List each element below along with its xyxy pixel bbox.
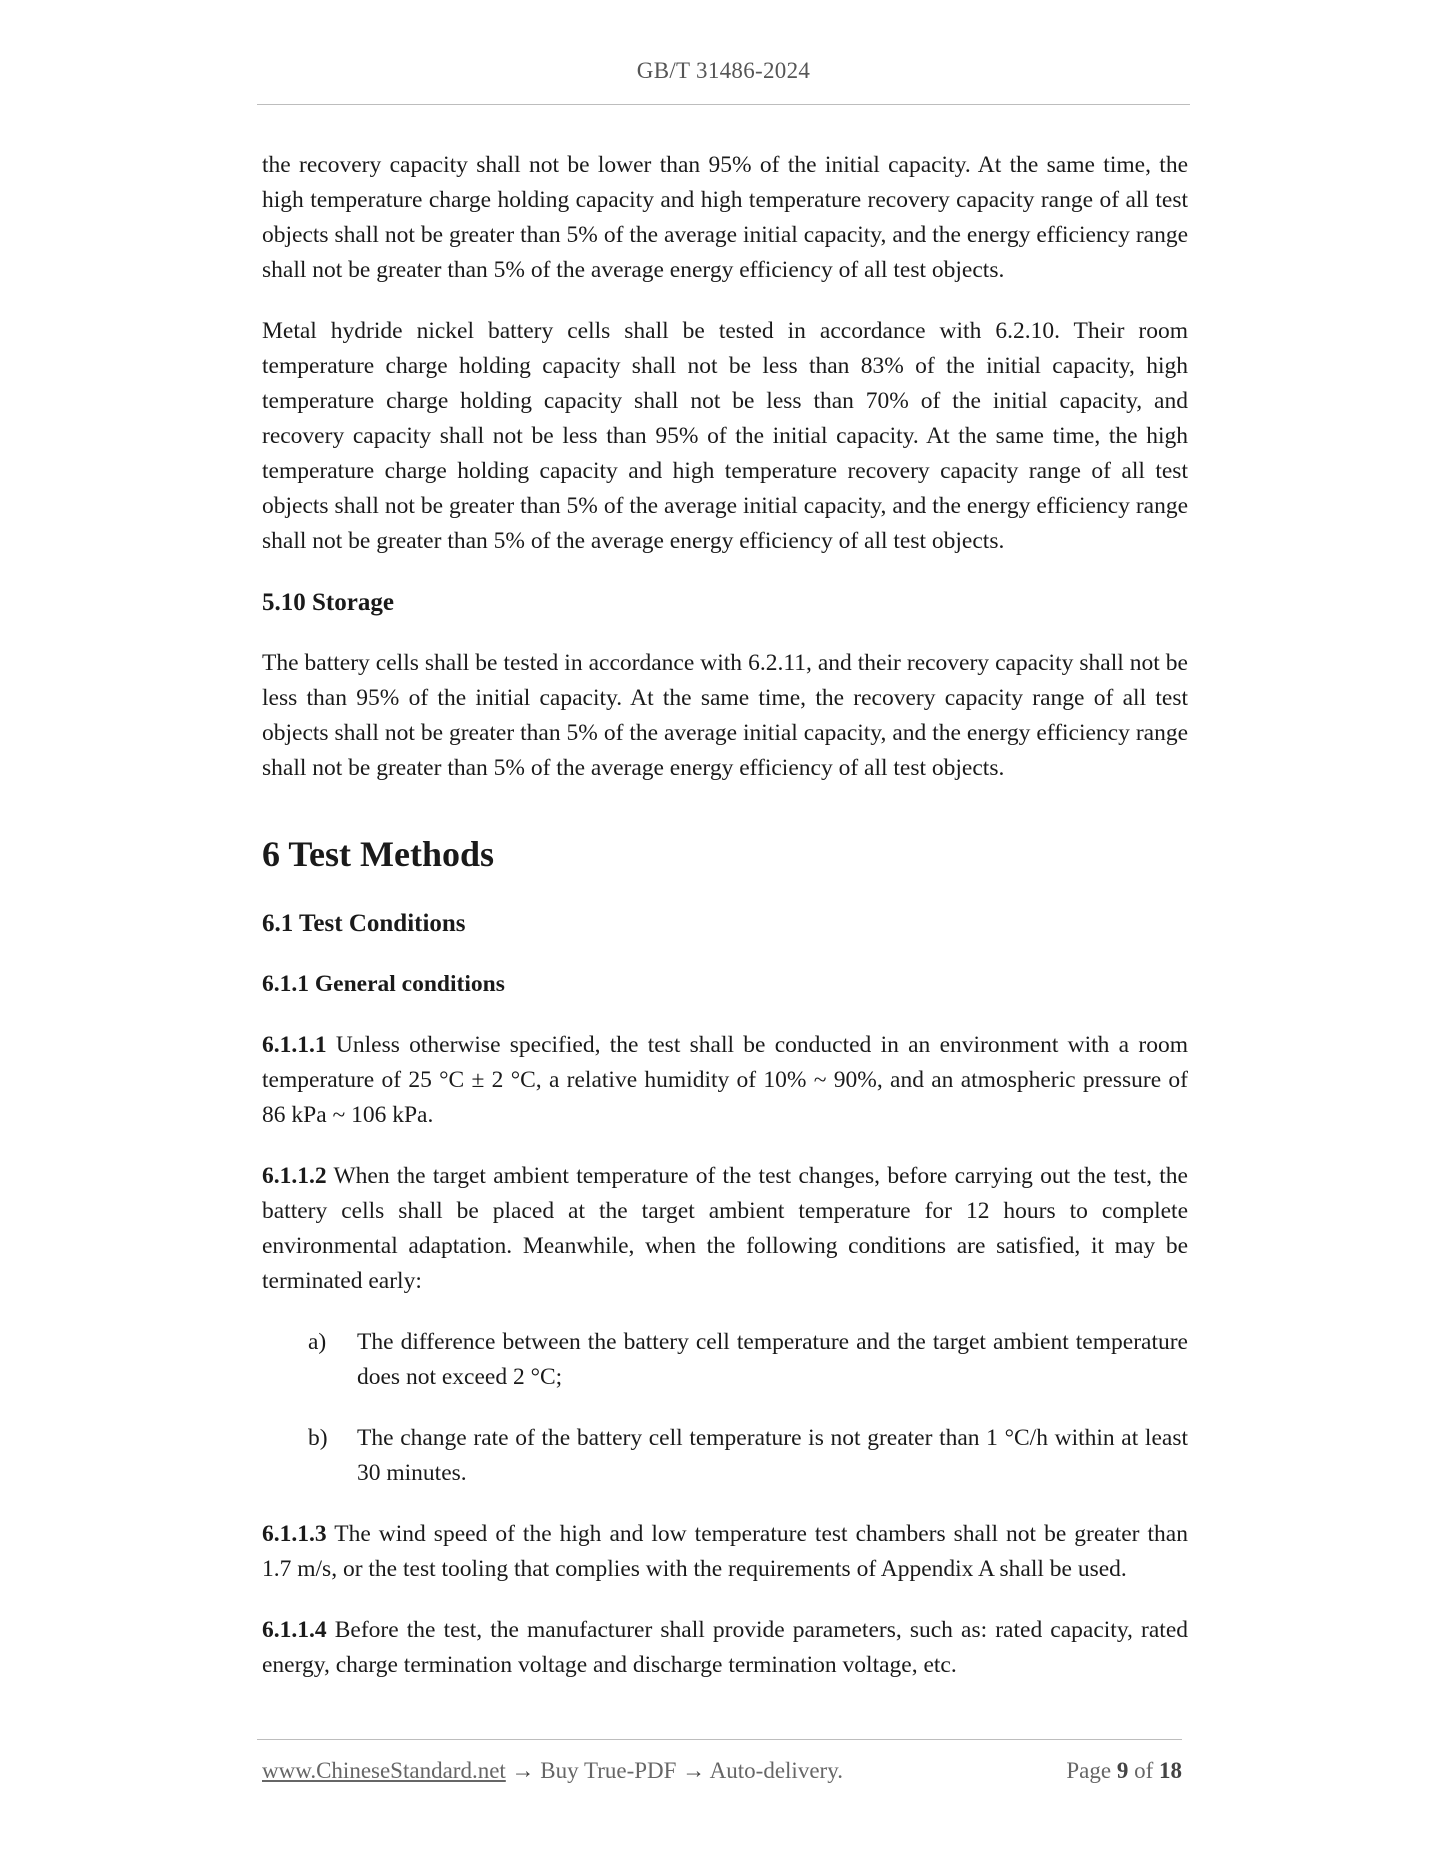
page-indicator [1066, 1758, 1182, 1784]
clause-6-1-1-1 [262, 1028, 1188, 1133]
website-link[interactable]: www.ChineseStandard.net [262, 1758, 506, 1783]
document-body [262, 148, 1188, 1709]
paragraph-storage: The battery cells shall be tested in accordance with 6.2.11, and their recovery capacity shall not be less than 95% of the initial capacity. At the same time, the recovery capacity range of all test objects shall not be greater than 5% of the average initial capacity, and the energy efficiency range shall not be greater than 5% of the average energy efficiency of all test objects. [262, 650, 1188, 781]
list-marker: a) [308, 1329, 327, 1355]
paragraph-recovery-capacity: the recovery capacity shall not be lower than 95% of the initial capacity. At the same time, the high temperature charge holding capacity and high temperature recovery capacity range of all test objects shall not be greater than 5% of the average initial capacity, and the energy efficiency range shall not be greater than 5% of the average energy efficiency of all test objects. [262, 152, 1188, 283]
chapter-heading-6: 6 Test Methods [262, 834, 495, 874]
clause-number: 6.1.1.2 [262, 1163, 327, 1189]
clause-text: The wind speed of the high and low temperature test chambers shall not be greater than 1.7 m/s, or the test tooling that complies with the requirements of Appendix A shall be used. [262, 1521, 1188, 1582]
page-label: Page [1066, 1758, 1112, 1783]
buy-pdf-text: Buy True-PDF [540, 1758, 677, 1783]
list-item [262, 1325, 1188, 1395]
auto-delivery-text: Auto-delivery. [709, 1758, 843, 1783]
of-label: of [1134, 1758, 1154, 1783]
page-total: 18 [1159, 1758, 1182, 1783]
paragraph-metal-hydride: Metal hydride nickel battery cells shall be tested in accordance with 6.2.10. Their room temperature charge holding capacity shall not be less than 83% of the initial capacity, high temperature charge holding capacity shall not be less than 70% of the initial capacity, and recovery capacity shall not be less than 95% of the initial capacity. At the same time, the high temperature charge holding capacity and high temperature recovery capacity range of all test objects shall not be greater than 5% of the average initial capacity, and the energy efficiency range shall not be greater than 5% of the average energy efficiency of all test objects. [262, 318, 1188, 554]
footer-left [262, 1758, 843, 1784]
arrow-right-icon: → [511, 1758, 535, 1783]
page-header-title: GB/T 31486-2024 [636, 58, 811, 83]
clause-text: Before the test, the manufacturer shall provide parameters, such as: rated capacity, rated energy, charge termination voltage and discharge termination voltage, etc. [262, 1617, 1188, 1678]
clause-number: 6.1.1.4 [262, 1617, 327, 1643]
clause-text: Unless otherwise specified, the test shall be conducted in an environment with a room temperature of 25 °C ± 2 °C, a relative humidity of 10% ~ 90%, and an atmospheric pressure of 86 kPa ~ 106 kPa. [262, 1032, 1188, 1128]
clause-6-1-1-4 [262, 1613, 1188, 1683]
list-item-text: The change rate of the battery cell temperature is not greater than 1 °C/h within at least 30 minutes. [357, 1425, 1188, 1486]
page-number: 9 [1116, 1758, 1129, 1783]
list-item-text: The difference between the battery cell temperature and the target ambient temperature does not exceed 2 °C; [357, 1329, 1188, 1390]
clause-number: 6.1.1.1 [262, 1032, 327, 1058]
header-divider [257, 104, 1190, 105]
clause-6-1-1-2 [262, 1159, 1188, 1299]
section-heading-5-10: 5.10 Storage [262, 589, 394, 616]
clause-text: When the target ambient temperature of the test changes, before carrying out the test, the battery cells shall be placed at the target ambient temperature for 12 hours to complete environmental adaptation. Meanwhile, when the following conditions are satisfied, it may be terminated early: [262, 1163, 1188, 1294]
footer-divider [257, 1739, 1182, 1740]
list-item [262, 1421, 1188, 1491]
clause-number: 6.1.1.3 [262, 1521, 327, 1547]
arrow-right-icon: → [682, 1758, 706, 1783]
list-marker: b) [308, 1425, 328, 1451]
subsection-heading-6-1-1: 6.1.1 General conditions [262, 971, 505, 997]
section-heading-6-1: 6.1 Test Conditions [262, 910, 466, 937]
page-footer [262, 1758, 1182, 1784]
clause-6-1-1-3 [262, 1517, 1188, 1587]
